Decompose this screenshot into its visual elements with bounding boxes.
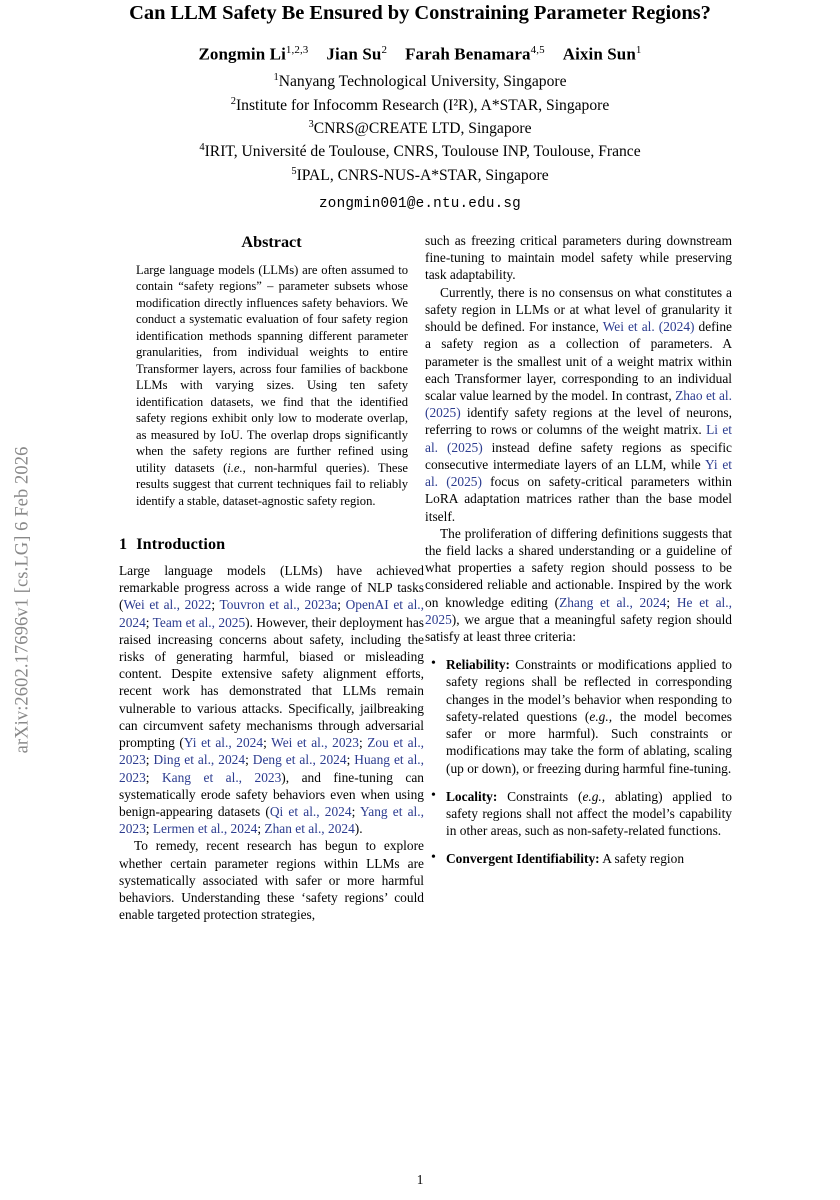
- citation-link[interactable]: Li et al. (2025): [425, 422, 732, 455]
- author-name: [563, 44, 642, 65]
- citation-link[interactable]: OpenAI et al., 2024: [119, 597, 424, 630]
- text-run: define a safety region as a collection of parameters. A parameter is the smallest unit of a weight matrix within each Transformer layer, corresponding to an individual scalar value learned by the model. In contrast,: [425, 319, 732, 403]
- page-number: 1: [416, 1172, 424, 1187]
- text-run: ;: [257, 821, 265, 837]
- affiliation-item: [98, 141, 742, 163]
- affiliation-item: [98, 71, 742, 93]
- text-run: ;: [263, 735, 272, 751]
- left-column: [119, 232, 424, 923]
- right-column: [425, 232, 732, 879]
- citation-link[interactable]: Kang et al., 2023: [162, 769, 282, 785]
- citation-link[interactable]: Deng et al., 2024: [252, 752, 347, 768]
- text-run: ;: [358, 735, 368, 751]
- text-run: ablating) applied to safety regions shall not affect the model’s capability in other areas, such as non-safety-related functions.: [446, 788, 732, 839]
- text-run: identify safety regions at the level of neurons, referring to rows or columns of the weight matrix.: [425, 405, 732, 438]
- affiliation-marker: 5: [291, 165, 297, 177]
- text-run: non-harmful queries). These results suggest that current techniques fail to reliably identify a stable, dataset-agnostic safety region.: [136, 460, 408, 508]
- citation-link[interactable]: Yi et al., 2024: [183, 735, 264, 751]
- section-title: Introduction: [136, 535, 226, 554]
- text-run: ;: [145, 614, 153, 630]
- affiliation-label: IRIT, Université de Toulouse, CNRS, Toulouse INP, Toulouse, France: [204, 143, 641, 161]
- text-run: such as freezing critical parameters during downstream fine-tuning to maintain model safety while preserving task adaptability.: [425, 233, 732, 283]
- text-run: instead define safety regions as specific consecutive intermediate layers of an LLM, while: [425, 439, 732, 472]
- paragraph: [425, 525, 732, 646]
- citation-link[interactable]: Touvron et al., 2023a: [219, 597, 338, 613]
- citation-link[interactable]: Zhan et al., 2024: [264, 821, 355, 837]
- paragraph: [119, 562, 424, 838]
- affiliation-list: [98, 71, 742, 187]
- text-run: The proliferation of differing definitions suggests that the field lacks a shared understanding or a guideline of what properties a safety region should possess to be considered reliable and actionable. Inspired by the work on knowledge editing (: [425, 525, 732, 610]
- criterion-label: Convergent Identifiability:: [446, 851, 600, 867]
- text-run: ), and fine-tuning can systematically erode safety behaviors even when using benign-appearing datasets (: [119, 769, 424, 819]
- text-run: A safety region: [599, 851, 685, 867]
- citation-link[interactable]: Zhao et al. (2025): [425, 387, 732, 421]
- emphasis-text: e.g.,: [582, 788, 606, 804]
- author-name: [198, 44, 308, 65]
- contact-email: zongmin001@e.ntu.edu.sg: [319, 195, 521, 212]
- affiliation-label: IPAL, CNRS-NUS-A*STAR, Singapore: [296, 166, 549, 184]
- citation-link[interactable]: He et al., 2025: [425, 594, 732, 627]
- affiliation-item: [98, 118, 742, 140]
- criterion-label: Locality:: [446, 788, 498, 804]
- paragraph: [425, 232, 732, 284]
- text-run: ), we argue that a meaningful safety region should satisfy at least three criteria:: [425, 611, 732, 645]
- criterion-label: Reliability:: [446, 657, 510, 673]
- citation-link[interactable]: Team et al., 2025: [152, 614, 246, 630]
- text-run: ;: [346, 752, 355, 768]
- citation-link[interactable]: Yang et al., 2023: [119, 803, 424, 837]
- affiliation-label: Nanyang Technological University, Singapore: [278, 73, 567, 91]
- text-run: ;: [666, 594, 677, 610]
- text-run: Constraints (: [497, 788, 583, 804]
- section-number: 1: [119, 535, 128, 554]
- author-name: [405, 44, 545, 65]
- body-columns: [0, 232, 840, 1172]
- text-run: Constraints or modifications applied to safety regions shall be reflected in corresponding changes in the model’s behavior when responding to safety-related questions (: [446, 657, 732, 724]
- affiliation-item: [98, 165, 742, 187]
- citation-link[interactable]: Huang et al., 2023: [119, 752, 424, 785]
- author-label: Jian Su: [326, 44, 382, 64]
- citation-link[interactable]: Wei et al., 2023: [271, 735, 359, 751]
- text-run: ;: [351, 803, 360, 819]
- citation-link[interactable]: Zhang et al., 2024: [559, 594, 667, 610]
- author-label: Zongmin Li: [198, 44, 286, 64]
- citation-link[interactable]: Ding et al., 2024: [153, 752, 246, 768]
- text-run: ;: [145, 752, 154, 768]
- text-run: the model becomes safer or more harmful). Such constraints or modifications may take the form of ablating, scaling (up or down), or freezing during harmful fine-tuning.: [446, 708, 732, 776]
- list-item: [425, 656, 732, 777]
- affiliation-label: Institute for Infocomm Research (I²R), A*STAR, Singapore: [235, 96, 610, 114]
- text-run: Currently, there is no consensus on what constitutes a safety region in LLMs or at what level of granularity it should be defined. For instance,: [425, 284, 732, 335]
- citation-link[interactable]: Qi et al., 2024: [269, 803, 352, 819]
- text-run: ;: [211, 597, 220, 613]
- paragraph: [425, 284, 732, 525]
- arxiv-stamp-text: arXiv:2602.17696v1 [cs.LG] 6 Feb 2026: [12, 446, 33, 754]
- citation-link[interactable]: Yi et al. (2025): [425, 456, 732, 490]
- text-run: ). However, their deployment has raised increasing concerns about safety, including the risks of generating harmful, biased or misleading content. Despite extensive safety alignment efforts, recent work has demonstrated that LLMs remain vulnerable to various attacks. Specifically, jailbreaking can circumvent safety mechanisms through adversarial prompting (: [119, 614, 424, 751]
- affiliation-marker: 2: [230, 95, 236, 107]
- citation-link[interactable]: Lermen et al., 2024: [152, 821, 258, 837]
- section-heading-introduction: [119, 534, 424, 555]
- author-affiliation-marker: 1: [635, 43, 642, 56]
- text-run: Large language models (LLMs) are often assumed to contain “safety regions” – parameter subsets whose modification directly influences safety behaviors. We conduct a systematic evaluation of four safety region identification methods spanning different parameter granularities, from individual weights to entire Transformer layers, across four families of backbone LLMs with varying sizes. Using ten safety identification datasets, we find that the identified safety regions exhibit only low to moderate overlap, as measured by IoU. The overlap drops significantly when the safety regions are further refined using utility datasets (: [136, 262, 408, 475]
- author-affiliation-marker: 2: [381, 43, 388, 56]
- emphasis-text: i.e.,: [227, 460, 246, 475]
- author-label: Aixin Sun: [562, 44, 636, 64]
- text-run: ;: [245, 752, 253, 768]
- author-list: [98, 44, 742, 65]
- affiliation-marker: 4: [199, 142, 205, 154]
- affiliation-item: [98, 95, 742, 117]
- emphasis-text: e.g.,: [589, 708, 613, 724]
- paragraph: [119, 837, 424, 923]
- text-run: ;: [337, 597, 346, 613]
- affiliation-label: CNRS@CREATE LTD, Singapore: [313, 120, 532, 138]
- text-run: ;: [145, 821, 153, 837]
- title-block: [98, 2, 742, 212]
- affiliation-marker: 1: [273, 72, 279, 84]
- text-run: ).: [354, 821, 363, 837]
- list-item: [425, 788, 732, 840]
- citation-link[interactable]: Zou et al., 2023: [119, 735, 425, 768]
- citation-link[interactable]: Wei et al. (2024): [602, 319, 695, 335]
- author-name: [326, 44, 387, 65]
- page-title: Can LLM Safety Be Ensured by Constraining Parameter Regions?: [129, 2, 711, 24]
- text-run: Large language models (LLMs) have achieved remarkable progress across a wide range of NLP tasks (: [119, 562, 424, 613]
- text-run: ;: [145, 769, 162, 785]
- text-run: To remedy, recent research has begun to explore whether certain parameter regions within LLMs are systematically associated with safer or more harmful behaviors. Understanding these ‘safety regions’ could enable targeted protection strategies,: [119, 838, 424, 923]
- abstract-heading: Abstract: [241, 233, 302, 251]
- text-run: focus on safety-critical parameters within LoRA adaptation matrices rather than the base model itself.: [425, 474, 732, 524]
- criteria-list: [425, 656, 732, 867]
- author-affiliation-marker: 4,5: [530, 43, 545, 56]
- affiliation-marker: 3: [308, 118, 314, 130]
- author-label: Farah Benamara: [405, 44, 531, 64]
- abstract-body: [136, 262, 408, 509]
- author-affiliation-marker: 1,2,3: [285, 43, 309, 56]
- citation-link[interactable]: Wei et al., 2022: [123, 597, 212, 613]
- list-item: [425, 850, 732, 867]
